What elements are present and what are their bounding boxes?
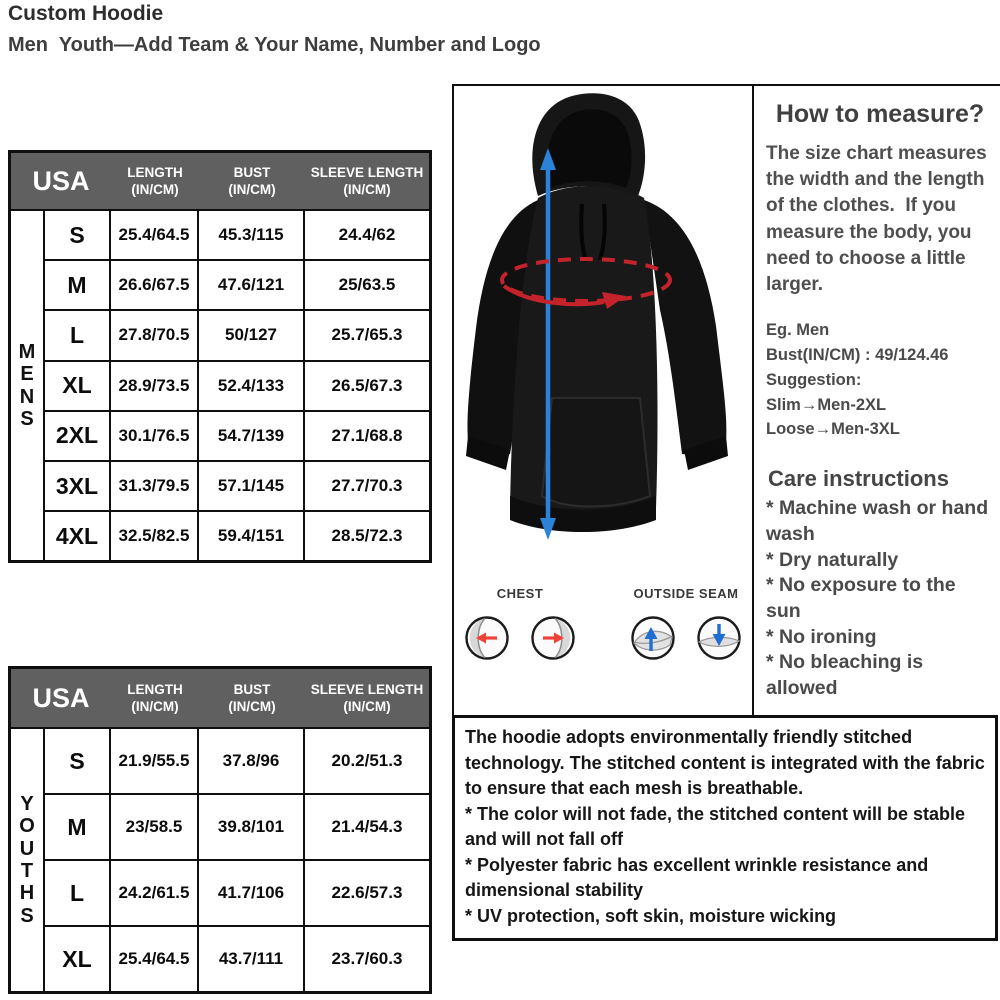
- chest-arrow-left-icon: [464, 615, 510, 661]
- example-line: Suggestion:: [766, 370, 862, 389]
- sleeve-cell: 23.7/60.3: [331, 949, 403, 968]
- sleeve-cell: 20.2/51.3: [331, 751, 403, 770]
- sleeve-cell: 24.4/62: [338, 225, 396, 245]
- seam-arrow-up-icon: [630, 615, 676, 661]
- youths-group-label: Y O U T H S: [19, 792, 35, 927]
- measurement-icons-row: [454, 586, 752, 661]
- table-row: [45, 729, 429, 795]
- care-instructions-list: [766, 496, 994, 702]
- column-header-usa: USA: [32, 682, 90, 713]
- care-instructions-heading: Care instructions: [768, 466, 949, 492]
- column-header-length: LENGTH (IN/CM): [127, 165, 183, 197]
- table-row: [45, 861, 429, 927]
- outside-seam-label: OUTSIDE SEAM: [633, 586, 739, 601]
- length-cell: 25.4/64.5: [111, 211, 199, 259]
- size-cell: M: [45, 261, 111, 309]
- bust-cell: 43.7/111: [199, 927, 305, 991]
- sleeve-cell: 25.7/65.3: [331, 325, 403, 345]
- column-header-bust: BUST (IN/CM): [228, 165, 276, 197]
- length-cell: 27.8/70.5: [111, 311, 199, 359]
- size-cell: S: [45, 211, 111, 259]
- example-line: Loose→Men-3XL: [766, 420, 900, 439]
- page-title: Custom Hoodie: [8, 2, 164, 25]
- care-item: * Dry naturally: [766, 548, 899, 571]
- bust-cell: 47.6/121: [199, 261, 305, 309]
- column-header-bust: BUST (IN/CM): [228, 682, 276, 714]
- length-cell: 28.9/73.5: [111, 362, 199, 410]
- length-cell: 31.3/79.5: [111, 462, 199, 510]
- sleeve-cell: 27.7/70.3: [331, 476, 403, 496]
- sleeve-cell: 28.5/72.3: [331, 526, 403, 546]
- column-header-sleeve: SLEEVE LENGTH (IN/CM): [310, 165, 424, 197]
- chest-label: CHEST: [496, 586, 544, 601]
- bust-cell: 45.3/115: [199, 211, 305, 259]
- youths-size-table: [8, 666, 432, 994]
- table-row: [45, 261, 429, 311]
- table-row: [45, 927, 429, 991]
- bust-cell: 52.4/133: [199, 362, 305, 410]
- size-cell: 3XL: [45, 462, 111, 510]
- table-row: [45, 412, 429, 462]
- length-cell: 26.6/67.5: [111, 261, 199, 309]
- table-row: [45, 462, 429, 512]
- length-cell: 24.2/61.5: [111, 861, 199, 925]
- table-row: [45, 311, 429, 361]
- length-cell: 25.4/64.5: [111, 927, 199, 991]
- size-cell: M: [45, 795, 111, 859]
- sleeve-cell: 27.1/68.8: [331, 425, 403, 445]
- bust-cell: 54.7/139: [199, 412, 305, 460]
- sleeve-cell: 22.6/57.3: [331, 883, 403, 902]
- mens-group-label: M E N S: [18, 340, 36, 431]
- fabric-bullet: * UV protection, soft skin, moisture wicking: [465, 905, 837, 926]
- bust-cell: 37.8/96: [199, 729, 305, 793]
- size-cell: 4XL: [45, 512, 111, 560]
- mens-table-header: [11, 153, 429, 211]
- example-line: Eg. Men: [766, 321, 830, 340]
- care-item: * No ironing: [766, 625, 877, 648]
- measure-description: The size chart measures the width and the length of the clothes. If you measure the body, you need to choose a little larger.: [766, 143, 992, 296]
- care-item: * Machine wash or hand wash: [766, 497, 989, 545]
- hoodie-illustration: [454, 88, 752, 593]
- length-cell: 32.5/82.5: [111, 512, 199, 560]
- sleeve-cell: 21.4/54.3: [331, 817, 403, 836]
- care-item: * No exposure to the sun: [766, 574, 956, 622]
- table-row: [45, 362, 429, 412]
- column-header-sleeve: SLEEVE LENGTH (IN/CM): [310, 682, 424, 714]
- youths-table-header: [11, 669, 429, 729]
- fabric-paragraph: The hoodie adopts environmentally friendly stitched technology. The stitched content is integrated with the fabric to ensure that each mesh is breathable.: [465, 727, 985, 799]
- fabric-details-box: [452, 715, 998, 941]
- bust-cell: 59.4/151: [199, 512, 305, 560]
- bust-cell: 39.8/101: [199, 795, 305, 859]
- mens-size-table: [8, 150, 432, 563]
- youths-group-column: [11, 729, 45, 991]
- sleeve-cell: 25/63.5: [338, 275, 396, 295]
- bust-cell: 50/127: [199, 311, 305, 359]
- chest-icon-group: [464, 586, 576, 661]
- size-cell: XL: [45, 362, 111, 410]
- example-line: Slim→Men-2XL: [766, 395, 887, 414]
- outside-seam-icon-group: [630, 586, 742, 661]
- size-cell: L: [45, 861, 111, 925]
- chest-arrow-right-icon: [530, 615, 576, 661]
- fabric-bullet: * The color will not fade, the stitched content will be stable and will not fall off: [465, 803, 966, 850]
- size-cell: XL: [45, 927, 111, 991]
- column-header-length: LENGTH (IN/CM): [127, 682, 183, 714]
- size-cell: S: [45, 729, 111, 793]
- example-line: Bust(IN/CM) : 49/124.46: [766, 346, 949, 365]
- table-row: [45, 512, 429, 560]
- table-row: [45, 211, 429, 261]
- length-cell: 23/58.5: [111, 795, 199, 859]
- column-header-usa: USA: [32, 165, 90, 196]
- how-to-measure-heading: How to measure?: [775, 100, 985, 128]
- sleeve-cell: 26.5/67.3: [331, 375, 403, 395]
- mens-group-column: [11, 211, 45, 560]
- size-cell: L: [45, 311, 111, 359]
- hoodie-diagram-box: [452, 84, 754, 715]
- bust-cell: 57.1/145: [199, 462, 305, 510]
- length-cell: 30.1/76.5: [111, 412, 199, 460]
- length-cell: 21.9/55.5: [111, 729, 199, 793]
- table-row: [45, 795, 429, 861]
- bust-cell: 41.7/106: [199, 861, 305, 925]
- care-item: * No bleaching is allowed: [766, 651, 924, 700]
- size-cell: 2XL: [45, 412, 111, 460]
- page-subtitle: Men Youth—Add Team & Your Name, Number and Logo: [8, 34, 541, 56]
- fabric-bullet: * Polyester fabric has excellent wrinkle resistance and dimensional stability: [465, 854, 929, 901]
- sizing-example: [766, 318, 994, 442]
- how-to-measure-panel: [754, 84, 1000, 713]
- seam-arrow-down-icon: [696, 615, 742, 661]
